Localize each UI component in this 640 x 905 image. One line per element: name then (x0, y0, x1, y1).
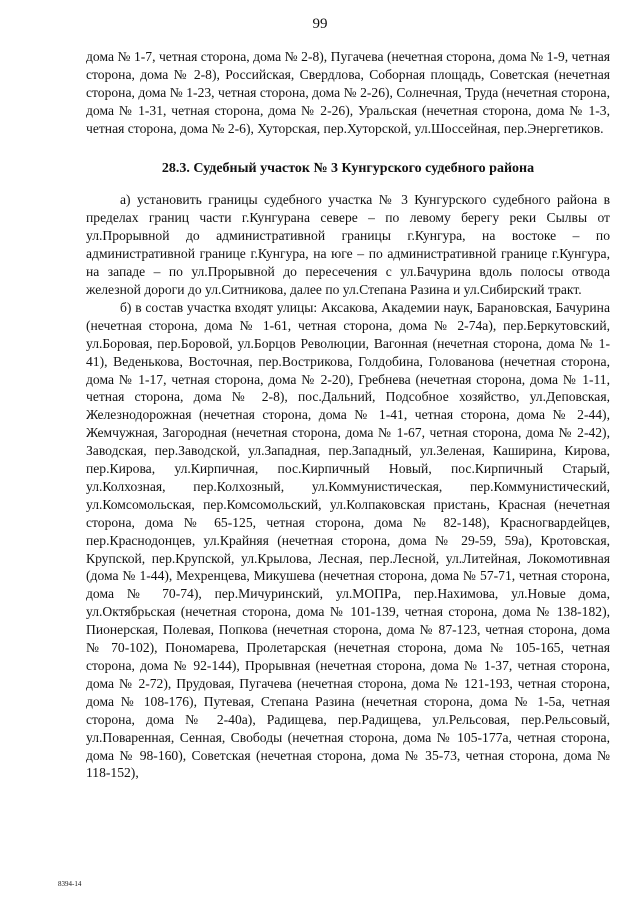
top-paragraph: дома № 1-7, четная сторона, дома № 2-8), Пугачева (нечетная сторона, дома № 1-9, четная сторона, дома № 2-8), Российская, Свердлова, Соборная площадь, Советская (нечетная сторона, дома № 1-23, четная сторона, дома № 2-26), Солнечная, Труда (нечетная сторона, дома № 1-31, четная сторона, дома № 2-26), Уральская (нечетная сторона, дома № 1-3, четная сторона, дома № 2-6), Хуторская, пер.Хуторской, ул.Шоссейная, пер.Энергетиков. (86, 49, 610, 136)
section-heading: 28.3. Судебный участок № 3 Кунгурского судебного района (161, 160, 535, 176)
paragraph-b: б) в состав участка входят улицы: Аксакова, Академии наук, Барановская, Бачурина (нечетная сторона, дома № 1-61, четная сторона, дома № 2-74а), пер.Беркутовский, ул.Боровая, пер.Боровой, ул.Борцов Революции, Вагонная (нечетная сторона, дома № 1-41), Веденькова, Восточная, пер.Вострикова, Голдобина, Голованова (нечетная сторона, дома № 1-17, четная сторона, дома № 2-20), Гребнева (нечетная сторона, дома № 1-11, четная сторона, дома № 2-8), пос.Дальний, Подсобное хозяйство, ул.Деповская, Железнодорожная (нечетная сторона, дома № 1-41, четная сторона, дома № 2-44), Жемчужная, Загородная (нечетная сторона, дома № 1-67, четная сторона, дома № 2-42), Заводская, пер.Заводской, ул.Западная, пер.Западный, ул.Зеленая, Каширина, Кирова, пер.Кирова, ул.Кирпичная, пос.Кирпичный Новый, пос.Кирпичный Старый, ул.Колхозная, пер.Колхозный, ул.Коммунистическая, пер.Коммунистический, ул.Комсомольская, пер.Комсомольский, ул.Колпаковская пристань, Красная (нечетная сторона, дома № 65-125, четная сторона, дома № 82-148), Красногвардейцев, пер.Краснодонцев, ул.Крайняя (нечетная сторона, дома № 29-59, 59а), Кротовская, Крупской, пер.Крупской, ул.Крылова, Лесная, пер.Лесной, ул.Литейная, Локомотивная (дома № 1-44), Мехренцева, Микушева (нечетная сторона, дома № 57-71, четная сторона, дома № 70-74), пер.Мичуринский, ул.МОПРа, пер.Нахимова, ул.Новые дома, ул.Октябрьская (нечетная сторона, дома № 101-139, четная сторона, дома № 138-182), Пионерская, Полевая, Попкова (нечетная сторона, дома № 87-123, четная сторона, дома № 70-102), Пономарева, Пролетарская (нечетная сторона, дома № 105-165, четная сторона, дома № 92-144), Прорывная (нечетная сторона, дома № 1-37, четная сторона, дома № 2-72), Прудовая, Пугачева (нечетная сторона, дома № 121-193, четная сторона, дома № 108-176), Путевая, Степана Разина (нечетная сторона, дома № 1-5а, четная сторона, дома № 2-40а), Радищева, пер.Радищева, ул.Рельсовая, пер.Рельсовый, ул.Поваренная, Сенная, Свободы (нечетная сторона, дома № 105-177а, четная сторона, дома № 98-160), Советская (нечетная сторона, дома № 35-73, четная сторона, дома № 118-152), (86, 299, 610, 781)
body-text (86, 48, 610, 782)
paragraph-a: а) установить границы судебного участка № 3 Кунгурского судебного района в пределах границ части г.Кунгурана севере – по левому берегу реки Сылвы от ул.Прорывной до административной границы г.Кунгура, на востоке – по административной границе г.Кунгура, на юге – по административной границе г.Кунгура, на западе – по ул.Прорывной до пересечения с ул.Бачурина вдоль полосы отвода железной дороги до ул.Ситникова, далее по ул.Степана Разина и ул.Сибирский тракт. (86, 192, 610, 297)
footer-code: 8394-14 (58, 880, 82, 888)
page-number: 99 (312, 16, 328, 32)
